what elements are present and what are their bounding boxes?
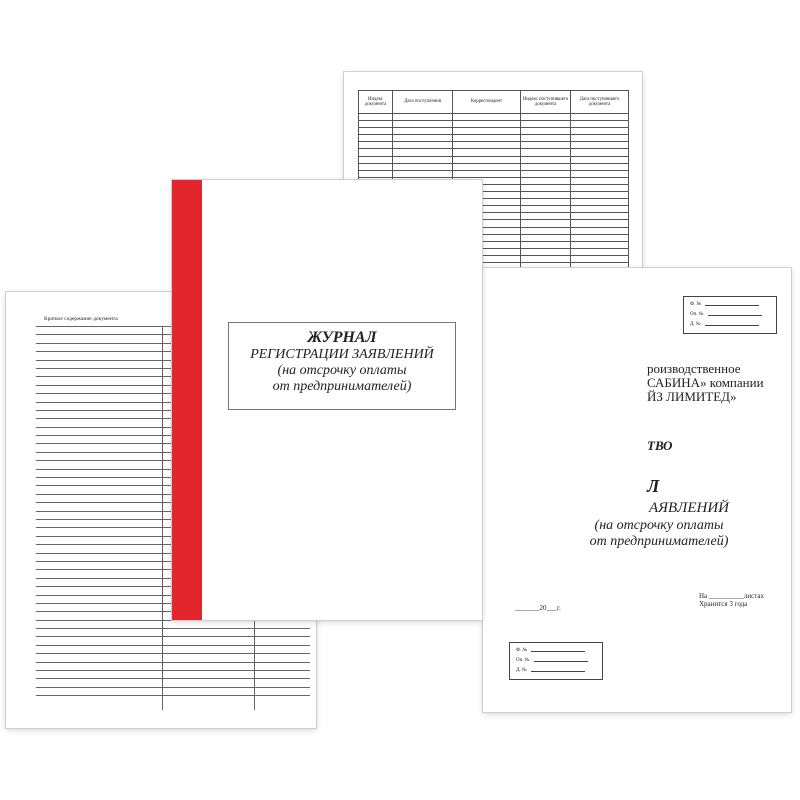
journal-title-fragment: Л — [647, 476, 660, 496]
table-cell — [521, 213, 571, 220]
table-cell — [521, 170, 571, 177]
col-header: Корреспондент — [453, 91, 521, 114]
table-cell — [521, 241, 571, 248]
sheet-count-info: На __________листах Хранится 3 года — [699, 592, 765, 608]
table-cell — [521, 121, 571, 128]
summary-column-header: Краткое содержание документа — [44, 316, 118, 322]
table-cell — [571, 227, 629, 234]
journal-cover — [172, 180, 482, 620]
table-cell — [571, 128, 629, 135]
table-cell — [521, 128, 571, 135]
table-cell — [571, 142, 629, 149]
ruled-row — [36, 653, 310, 661]
table-cell — [521, 234, 571, 241]
table-cell — [571, 241, 629, 248]
table-cell — [453, 128, 521, 135]
col-header: Индекс документа — [359, 91, 393, 114]
ruled-row — [36, 678, 310, 686]
registration-title-fragment: АЯВЛЕНИЙ — [649, 500, 730, 516]
table-cell — [393, 163, 453, 170]
table-cell — [453, 114, 521, 121]
table-cell — [521, 163, 571, 170]
stamp-label: Оп. № — [690, 312, 704, 317]
cover-title: ЖУРНАЛ — [307, 329, 377, 346]
table-cell — [359, 121, 393, 128]
table-cell — [393, 142, 453, 149]
date-field: _______20___г. — [515, 604, 561, 612]
table-row — [359, 135, 629, 142]
table-row — [359, 121, 629, 128]
table-cell — [393, 121, 453, 128]
ruled-row — [36, 645, 310, 653]
table-cell — [359, 163, 393, 170]
table-row — [359, 128, 629, 135]
ruled-row — [36, 695, 310, 703]
ruled-row — [36, 636, 310, 644]
ruled-row — [36, 662, 310, 670]
table-cell — [393, 149, 453, 156]
archive-stamp-bottom — [509, 642, 603, 680]
table-cell — [571, 135, 629, 142]
table-cell — [359, 114, 393, 121]
table-cell — [571, 248, 629, 255]
col-header: Индекс поступившего документа — [521, 91, 571, 114]
table-cell — [521, 255, 571, 262]
cover-line-4: от предпринимателей) — [272, 379, 412, 394]
col-header: Дата поступления — [393, 91, 453, 114]
ledger-header-row — [359, 91, 629, 114]
stamp-label: Оп. № — [516, 658, 530, 663]
table-row — [359, 142, 629, 149]
table-cell — [453, 163, 521, 170]
stamp-label: Ф. № — [690, 302, 702, 307]
table-cell — [571, 170, 629, 177]
cover-line-3: (на отсрочку оплаты — [277, 363, 407, 378]
table-cell — [359, 170, 393, 177]
table-cell — [393, 114, 453, 121]
table-cell — [521, 206, 571, 213]
table-cell — [359, 149, 393, 156]
table-row — [359, 149, 629, 156]
archive-stamp-top — [683, 296, 777, 334]
title-page-sheet — [483, 268, 791, 712]
table-cell — [453, 170, 521, 177]
ruled-row — [36, 620, 310, 628]
table-cell — [571, 177, 629, 184]
table-row — [359, 163, 629, 170]
table-row — [359, 156, 629, 163]
table-cell — [359, 128, 393, 135]
table-cell — [521, 192, 571, 199]
table-cell — [571, 156, 629, 163]
table-cell — [571, 184, 629, 191]
table-cell — [393, 135, 453, 142]
table-cell — [521, 114, 571, 121]
table-cell — [571, 149, 629, 156]
table-cell — [521, 142, 571, 149]
table-cell — [521, 199, 571, 206]
cover-title-box — [228, 322, 456, 410]
table-cell — [571, 114, 629, 121]
table-cell — [453, 156, 521, 163]
table-cell — [521, 177, 571, 184]
table-cell — [359, 142, 393, 149]
table-cell — [521, 184, 571, 191]
table-cell — [393, 128, 453, 135]
ruled-row — [36, 628, 310, 636]
table-cell — [359, 156, 393, 163]
table-cell — [359, 135, 393, 142]
table-cell — [571, 220, 629, 227]
red-spine — [172, 180, 202, 620]
table-cell — [571, 255, 629, 262]
table-cell — [571, 121, 629, 128]
organization-name: роизводственное САБИНА» компании ЙЗ ЛИМИТЕД» — [647, 361, 764, 404]
department-fragment: ТВО — [647, 438, 673, 453]
table-cell — [571, 213, 629, 220]
ruled-row — [36, 687, 310, 695]
table-cell — [521, 135, 571, 142]
table-cell — [453, 121, 521, 128]
ruled-row — [36, 670, 310, 678]
table-cell — [521, 149, 571, 156]
table-row — [359, 114, 629, 121]
col-header: Дата поступившего документа — [571, 91, 629, 114]
table-cell — [571, 199, 629, 206]
table-cell — [521, 227, 571, 234]
table-cell — [393, 170, 453, 177]
journal-subtitle: (на отсрочку оплаты от предпринимателей) — [589, 518, 729, 549]
table-cell — [521, 220, 571, 227]
table-cell — [393, 156, 453, 163]
table-cell — [571, 234, 629, 241]
stamp-label: Ф. № — [516, 648, 528, 653]
table-cell — [571, 163, 629, 170]
table-cell — [453, 142, 521, 149]
table-cell — [521, 156, 571, 163]
table-cell — [453, 149, 521, 156]
stamp-label: Д. № — [516, 668, 527, 673]
table-cell — [521, 248, 571, 255]
table-row — [359, 170, 629, 177]
cover-subtitle: РЕГИСТРАЦИИ ЗАЯВЛЕНИЙ — [250, 347, 434, 362]
table-cell — [453, 135, 521, 142]
table-cell — [571, 206, 629, 213]
stamp-label: Д. № — [690, 322, 701, 327]
table-cell — [571, 192, 629, 199]
column-divider — [162, 326, 163, 710]
